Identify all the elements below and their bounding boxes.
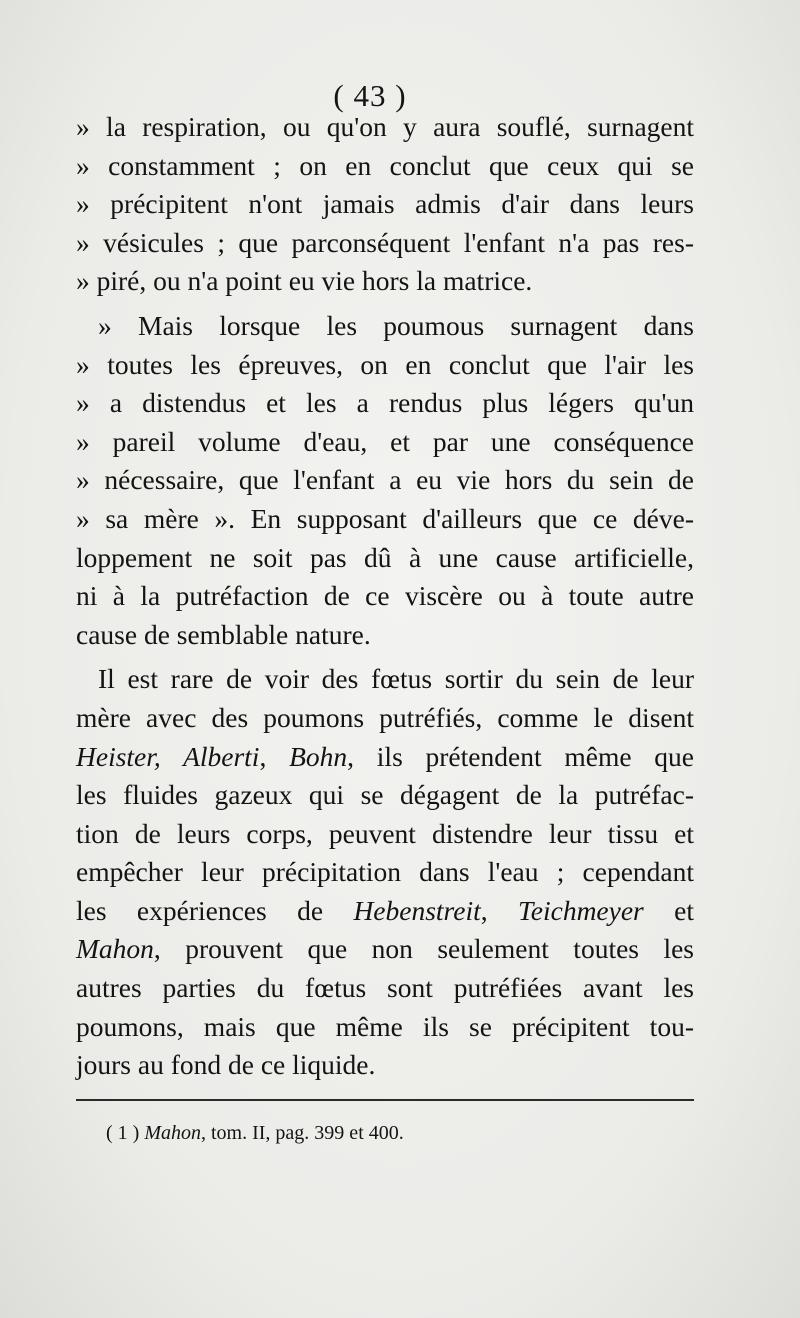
footnote-author: Mahon <box>144 1122 201 1144</box>
text-line: » toutes les épreuves, on en conclut que l'air les <box>76 348 694 380</box>
text-line: poumons, mais que même ils se précipitent tou- <box>76 1010 694 1042</box>
footnote-reference: , tom. II, pag. 399 et 400. <box>201 1122 404 1144</box>
text-line: » pareil volume d'eau, et par une conséquence <box>76 425 694 457</box>
paragraph-2 <box>76 307 694 654</box>
text-line: les fluides gazeux qui se dégagent de la putréfac- <box>76 779 694 811</box>
text-line: » constamment ; on en conclut que ceux qui se <box>76 149 694 181</box>
text-line: » précipitent n'ont jamais admis d'air dans leurs <box>76 188 694 220</box>
author-name: Hebenstreit <box>353 894 481 926</box>
text-line: » a distendus et les a rendus plus légers qu'un <box>76 387 694 419</box>
text-line: cause de semblable nature. <box>76 618 371 650</box>
text-line <box>76 738 694 777</box>
text-line: Il est rare de voir des fœtus sortir du sein de leur <box>98 663 694 695</box>
text-line: » piré, ou n'a point eu vie hors la matrice. <box>76 265 533 297</box>
author-name: Bohn <box>289 740 348 772</box>
text-fragment: les expériences de <box>76 894 354 926</box>
author-name: Mahon <box>76 933 154 965</box>
punctuation: , <box>480 894 518 926</box>
text-line: loppement ne soit pas dû à une cause artificielle, <box>76 541 694 573</box>
text-line: ni à la putréfaction de ce viscère ou à toute autre <box>76 580 694 612</box>
text-line: » Mais lorsque les poumous surnagent dans <box>98 309 694 341</box>
author-name: Teichmeyer <box>518 894 644 926</box>
text-line: jours au fond de ce liquide. <box>76 1049 376 1081</box>
paragraph-3 <box>76 660 694 1085</box>
body-text <box>76 108 694 1085</box>
text-line: » nécessaire, que l'enfant a eu vie hors du sein de <box>76 464 694 496</box>
text-line <box>76 930 694 969</box>
text-line: autres parties du fœtus sont putréfiées avant les <box>76 972 694 1004</box>
text-line: tion de leurs corps, peuvent distendre leur tissu et <box>76 817 694 849</box>
punctuation: , <box>259 740 290 772</box>
author-name: Heister <box>76 740 154 772</box>
page-number: ( 43 ) <box>333 78 407 113</box>
text-line: » sa mère ». En supposant d'ailleurs que ce déve- <box>76 502 694 534</box>
text-fragment: , ils prétendent même que <box>347 740 694 772</box>
text-fragment: et <box>643 894 694 926</box>
footnote-marker: ( 1 ) <box>106 1122 145 1144</box>
punctuation: , <box>153 740 184 772</box>
paragraph-1 <box>76 108 694 301</box>
footnote-divider <box>76 1099 694 1101</box>
text-line <box>76 892 694 931</box>
text-fragment: , prouvent que non seulement toutes les <box>153 933 694 965</box>
text-line: » vésicules ; que parconséquent l'enfant n'a pas res- <box>76 226 694 258</box>
text-line: mère avec des poumons putréfiés, comme le disent <box>76 701 694 733</box>
text-line: » la respiration, ou qu'on y aura souflé, surnagent <box>76 111 694 142</box>
text-line: empêcher leur précipitation dans l'eau ; cependant <box>76 856 694 888</box>
footnote <box>106 1122 404 1145</box>
author-name: Alberti <box>183 740 260 772</box>
